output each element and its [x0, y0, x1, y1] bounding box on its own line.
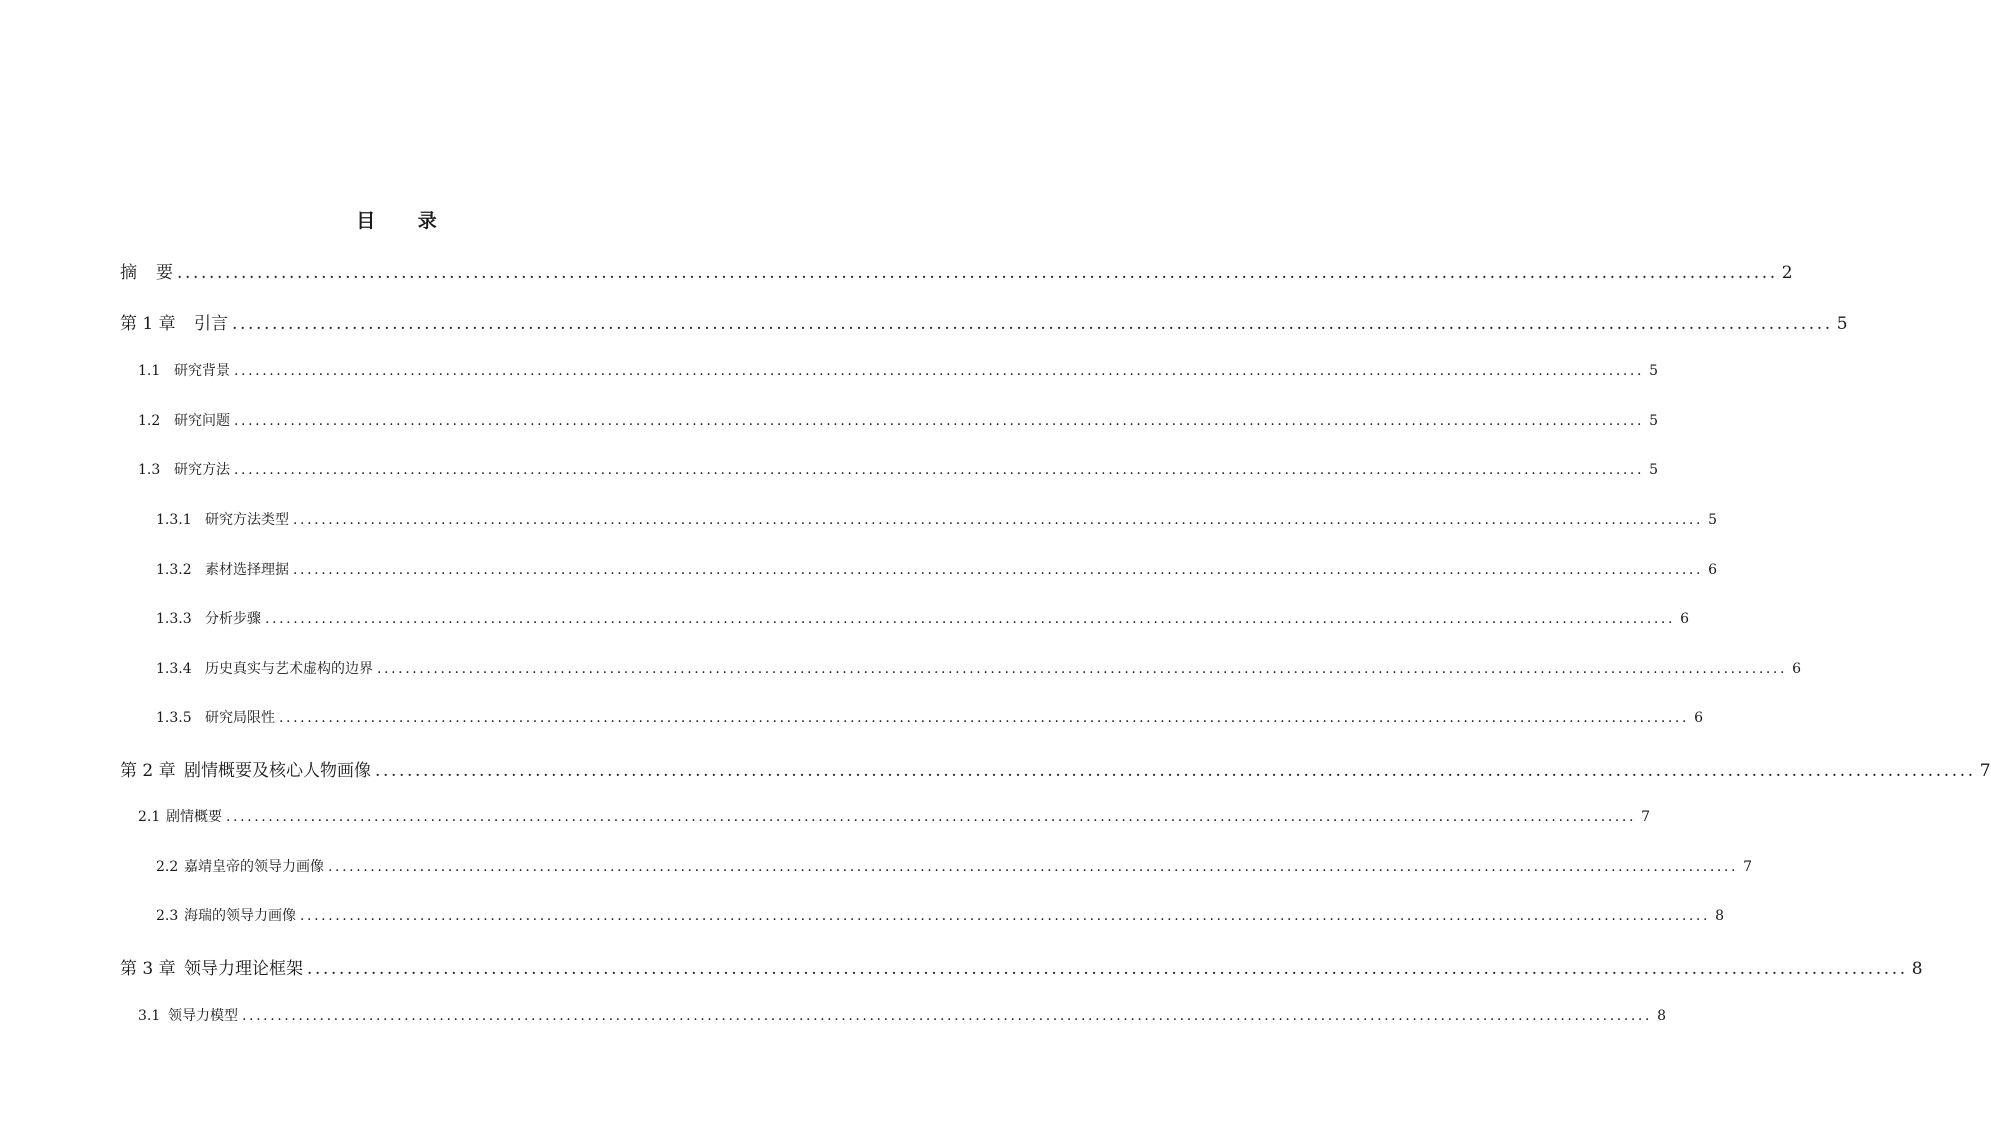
toc-entry-1-2[interactable]	[138, 410, 1659, 430]
toc-entry-title: 研究局限性	[205, 710, 275, 726]
toc-entry-1-3-3[interactable]	[156, 608, 1690, 628]
toc-leader-dots: ........................................................................................................................................................................................................	[177, 263, 1778, 283]
toc-leader-dots: ........................................................................................................................................................................................................	[265, 611, 1676, 627]
toc-entry-title: 嘉靖皇帝的领导力画像	[184, 859, 324, 875]
toc-leader-dots: ........................................................................................................................................................................................................	[300, 908, 1711, 924]
toc-entry-number: 第 1 章	[120, 314, 176, 334]
toc-leader-dots: ........................................................................................................................................................................................................	[234, 413, 1645, 429]
toc-title: 目 录	[356, 210, 455, 232]
toc-entry-title: 研究方法	[174, 462, 230, 478]
toc-entry-page: 6	[1708, 562, 1718, 578]
toc-entry-1-3[interactable]	[138, 459, 1659, 479]
toc-entry-page: 6	[1792, 661, 1802, 677]
toc-entry-number: 3.1	[138, 1008, 161, 1024]
toc-entry-title: 领导力模型	[168, 1008, 238, 1024]
toc-entry-page: 5	[1649, 363, 1659, 379]
toc-entry-title: 海瑞的领导力画像	[184, 908, 296, 924]
toc-entry-chapter-3[interactable]	[120, 954, 1923, 979]
toc-entry-page: 5	[1649, 462, 1659, 478]
toc-entry-page: 6	[1694, 710, 1704, 726]
toc-entry-page: 5	[1708, 512, 1718, 528]
toc-entry-page: 8	[1715, 908, 1725, 924]
toc-entry-chapter-1[interactable]	[120, 309, 1848, 334]
toc-entry-title: 素材选择理据	[205, 562, 289, 578]
toc-entry-title: 剧情概要及核心人物画像	[184, 761, 371, 781]
toc-entry-number: 第 2 章	[120, 761, 176, 781]
toc-entry-number: 1.3.4	[156, 661, 192, 677]
toc-entry-1-1[interactable]	[138, 360, 1659, 380]
toc-entry-1-3-4[interactable]	[156, 658, 1802, 678]
toc-entry-title: 研究方法类型	[205, 512, 289, 528]
toc-entry-title: 历史真实与艺术虚构的边界	[205, 661, 373, 677]
toc-entry-2-1[interactable]	[138, 806, 1651, 826]
toc-entry-title: 领导力理论框架	[184, 959, 303, 979]
toc-entry-number: 1.1	[138, 363, 161, 379]
toc-entry-3-1[interactable]	[138, 1005, 1667, 1025]
toc-entry-2-3[interactable]	[156, 905, 1725, 925]
toc-leader-dots: ........................................................................................................................................................................................................	[375, 761, 1976, 781]
toc-entry-page: 5	[1649, 413, 1659, 429]
toc-entry-chapter-2[interactable]	[120, 756, 1991, 781]
toc-entry-title: 要	[156, 263, 173, 283]
toc-leader-dots: ........................................................................................................................................................................................................	[279, 710, 1690, 726]
toc-entry-page: 2	[1781, 263, 1793, 283]
toc-leader-dots: ........................................................................................................................................................................................................	[293, 562, 1704, 578]
toc-entry-page: 8	[1911, 959, 1923, 979]
toc-entry-number: 1.2	[138, 413, 161, 429]
toc-entry-number: 2.1	[138, 809, 161, 825]
toc-entry-page: 6	[1680, 611, 1690, 627]
toc-entry-number: 1.3.2	[156, 562, 192, 578]
toc-entry-abstract[interactable]	[120, 258, 1793, 283]
toc-entry-number: 摘	[120, 263, 137, 283]
toc-leader-dots: ........................................................................................................................................................................................................	[234, 462, 1645, 478]
toc-entry-page: 7	[1743, 859, 1753, 875]
toc-entry-title: 剧情概要	[166, 809, 222, 825]
toc-entry-1-3-2[interactable]	[156, 559, 1718, 579]
toc-leader-dots: ........................................................................................................................................................................................................	[328, 859, 1739, 875]
toc-leader-dots: ........................................................................................................................................................................................................	[307, 959, 1908, 979]
toc-entry-1-3-5[interactable]	[156, 707, 1704, 727]
toc-entry-number: 2.3	[156, 908, 179, 924]
toc-entry-title: 研究问题	[174, 413, 230, 429]
toc-entry-page: 7	[1979, 761, 1991, 781]
toc-entry-title: 研究背景	[174, 363, 230, 379]
toc-entry-number: 1.3.1	[156, 512, 192, 528]
toc-leader-dots: ........................................................................................................................................................................................................	[242, 1008, 1653, 1024]
toc-entry-2-2[interactable]	[156, 856, 1753, 876]
toc-entry-number: 2.2	[156, 859, 179, 875]
toc-entry-page: 8	[1657, 1008, 1667, 1024]
toc-entry-1-3-1[interactable]	[156, 509, 1718, 529]
toc-entry-number: 第 3 章	[120, 959, 176, 979]
toc-leader-dots: ........................................................................................................................................................................................................	[234, 363, 1645, 379]
toc-entry-page: 7	[1641, 809, 1651, 825]
toc-entry-number: 1.3.5	[156, 710, 192, 726]
toc-leader-dots: ........................................................................................................................................................................................................	[226, 809, 1637, 825]
toc-entry-title: 分析步骤	[205, 611, 261, 627]
toc-entry-number: 1.3.3	[156, 611, 192, 627]
toc-entry-title: 引言	[194, 314, 228, 334]
toc-leader-dots: ........................................................................................................................................................................................................	[293, 512, 1704, 528]
toc-entry-page: 5	[1836, 314, 1848, 334]
toc-leader-dots: ........................................................................................................................................................................................................	[377, 661, 1788, 677]
toc-entry-number: 1.3	[138, 462, 161, 478]
toc-leader-dots: ........................................................................................................................................................................................................	[232, 314, 1833, 334]
